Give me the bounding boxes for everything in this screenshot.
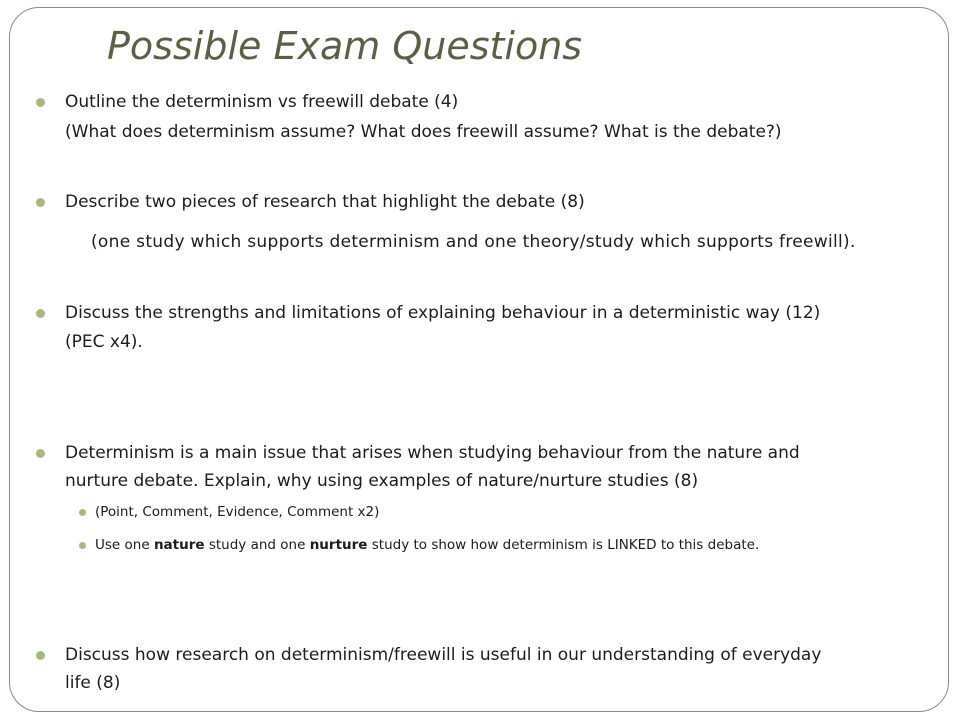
question-4-sub-2 xyxy=(95,535,759,555)
bullet-icon xyxy=(36,449,45,458)
question-4-line-2: nurture debate. Explain, why using examples of nature/nurture studies (8) xyxy=(65,471,699,491)
question-1-line-1: Outline the determinism vs freewill debate (4) xyxy=(65,92,459,112)
question-2-note: (one study which supports determinism and one theory/study which supports freewill). xyxy=(91,232,856,252)
bullet-icon xyxy=(36,198,45,207)
sub-2-text: study and one xyxy=(204,537,310,553)
question-4-line-1: Determinism is a main issue that arises when studying behaviour from the nature and xyxy=(65,443,800,463)
question-4-sub-1: (Point, Comment, Evidence, Comment x2) xyxy=(95,504,380,520)
sub-2-bold-nature: nature xyxy=(153,537,205,553)
sub-bullet-icon xyxy=(79,542,86,549)
question-2-line-1: Describe two pieces of research that highlight the debate (8) xyxy=(65,192,585,212)
question-3-line-2: (PEC x4). xyxy=(65,332,143,352)
sub-2-text: study to show how determinism is LINKED to this debate. xyxy=(367,537,760,553)
page-title: Possible Exam Questions xyxy=(107,24,583,68)
question-5-line-2: life (8) xyxy=(65,673,121,693)
bullet-icon xyxy=(36,651,45,660)
question-3-line-1: Discuss the strengths and limitations of explaining behaviour in a deterministic way (12) xyxy=(65,303,821,323)
bullet-icon xyxy=(36,309,45,318)
question-1-line-2: (What does determinism assume? What does freewill assume? What is the debate?) xyxy=(65,122,782,142)
bullet-icon xyxy=(36,98,45,107)
question-5-line-1: Discuss how research on determinism/freewill is useful in our understanding of everyday xyxy=(65,645,822,665)
sub-2-bold-nurture: nurture xyxy=(309,537,368,553)
sub-bullet-icon xyxy=(79,509,86,516)
sub-2-text: Use one xyxy=(95,537,154,553)
